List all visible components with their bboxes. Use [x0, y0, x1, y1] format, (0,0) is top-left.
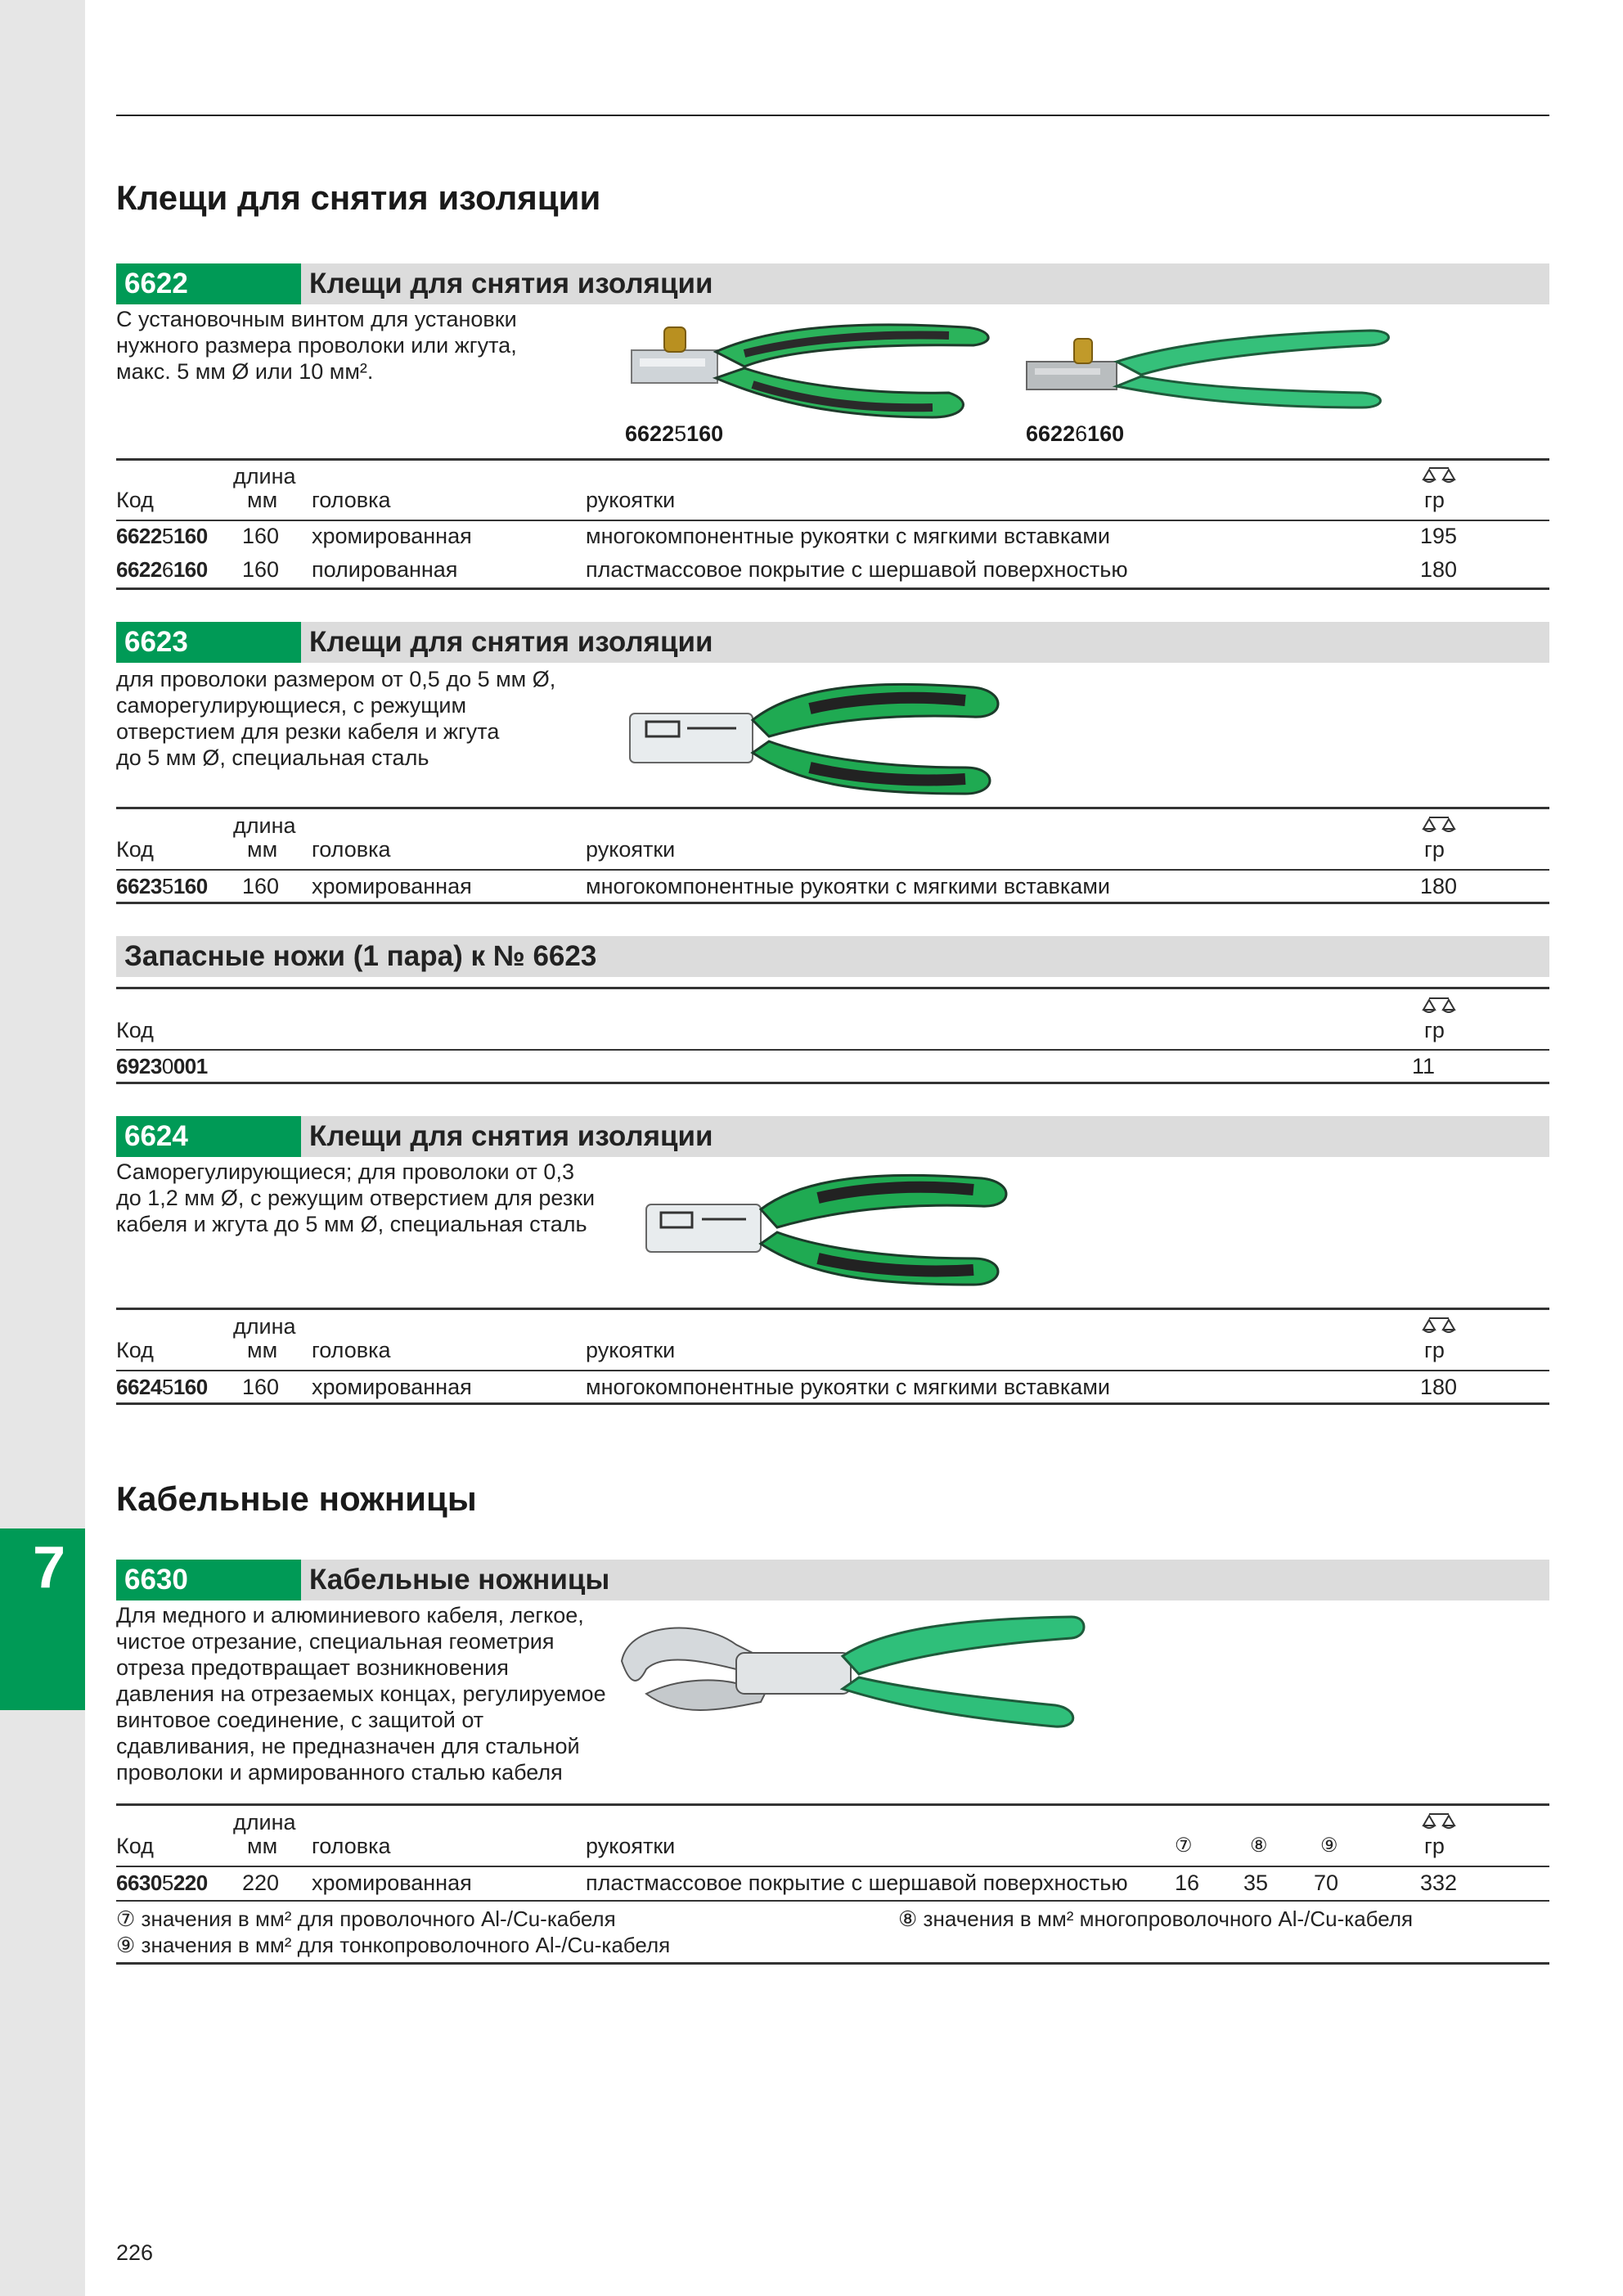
product-band-6622 [116, 263, 1549, 304]
col-header-length: длина [233, 1810, 296, 1835]
col-header-fine-wire-icon: ⑨ [1320, 1835, 1338, 1857]
col-header-handles: рукоятки [586, 837, 676, 862]
product-description-6622: С установочным винтом для установки нужного размера проволоки или жгута, макс. 5 мм Ø или 10 мм². [116, 307, 517, 384]
table-cell-length: 220 [242, 1871, 280, 1895]
col-header-length: длина [233, 813, 296, 838]
table-cell-handles: многокомпонентные рукоятки с мягкими вставками [586, 524, 1110, 548]
col-header-weight: гр [1424, 1834, 1445, 1858]
table-cell-head: полированная [312, 557, 458, 582]
wire-stripper-image-6622-6 [1010, 311, 1403, 425]
table-cell-length: 160 [242, 874, 280, 898]
table-row-code: 66305220 [116, 1871, 208, 1895]
product-band-6624 [116, 1116, 1549, 1157]
table-cell-head: хромированная [312, 874, 472, 898]
product-code: 6624 [116, 1116, 301, 1157]
col-header-handles: рукоятки [586, 1338, 676, 1362]
table-cell-weight: 332 [1420, 1871, 1458, 1895]
spare-blades-title: Запасные ножи (1 пара) к № 6623 [124, 940, 597, 972]
table-rule [116, 520, 1549, 521]
table-cell-weight: 195 [1420, 524, 1458, 548]
product-title: Клещи для снятия изоляции [309, 268, 713, 299]
table-cell-stranded-wire: 35 [1243, 1871, 1269, 1895]
table-cell-weight: 11 [1412, 1054, 1436, 1078]
table-cell-length: 160 [242, 1375, 280, 1399]
page-margin-bar [0, 0, 85, 2296]
weight-scale-icon [1420, 465, 1458, 484]
product-title: Кабельные ножницы [309, 1564, 610, 1596]
table-cell-handles: многокомпонентные рукоятки с мягкими вставками [586, 1375, 1110, 1399]
weight-scale-icon [1420, 995, 1458, 1015]
col-header-handles: рукоятки [586, 488, 676, 512]
table-rule [116, 902, 1549, 904]
product-title: Клещи для снятия изоляции [309, 626, 713, 658]
top-rule [116, 115, 1549, 116]
image-caption-6622-6: 66226160 [1026, 421, 1125, 446]
table-rule [116, 1900, 1549, 1902]
col-header-head: головка [312, 1834, 391, 1858]
col-header-solid-wire-icon: ⑦ [1175, 1835, 1193, 1857]
product-code: 6623 [116, 622, 301, 663]
image-caption-6622-5: 66225160 [625, 421, 724, 446]
table-cell-length: 160 [242, 524, 280, 548]
table-rule [116, 1402, 1549, 1405]
cable-cutter-image-6630 [614, 1604, 1088, 1743]
table-rule [116, 807, 1549, 809]
table-rule [116, 1082, 1549, 1084]
wire-stripper-image-6622-5 [622, 303, 1014, 425]
section-heading-stripping-pliers: Клещи для снятия изоляции [116, 178, 601, 217]
table-cell-head: хромированная [312, 1375, 472, 1399]
product-code: 6630 [116, 1560, 301, 1600]
product-description-6623: для проволоки размером от 0,5 до 5 мм Ø, саморегулирующиеся, с режущим отверстием для резки кабеля и жгута до 5 мм Ø, специальная сталь [116, 667, 556, 770]
table-cell-handles: пластмассовое покрытие с шершавой поверхностью [586, 557, 1128, 582]
col-header-code: Код [116, 1834, 154, 1858]
col-header-weight: гр [1424, 1018, 1445, 1042]
table-cell-fine-wire: 70 [1314, 1871, 1339, 1895]
table-rule [116, 588, 1549, 590]
product-band-6630 [116, 1560, 1549, 1600]
col-header-length: длина [233, 1314, 296, 1339]
table-rule [116, 1803, 1549, 1806]
col-header-code: Код [116, 1018, 154, 1042]
footnote-solid-wire: ⑦ значения в мм² для проволочного Al-/Cu-кабеля [116, 1907, 616, 1931]
table-cell-weight: 180 [1420, 1375, 1458, 1399]
col-header-weight: гр [1424, 488, 1445, 512]
spare-blades-band [116, 936, 1549, 977]
table-rule [116, 869, 1549, 871]
col-header-mm: мм [247, 1338, 278, 1362]
weight-scale-icon [1420, 814, 1458, 834]
product-code: 6622 [116, 263, 301, 304]
col-header-mm: мм [247, 1834, 278, 1858]
table-cell-length: 160 [242, 557, 280, 582]
col-header-code: Код [116, 488, 154, 512]
table-row-code: 69230001 [116, 1054, 208, 1078]
table-row-code: 66226160 [116, 557, 208, 582]
table-cell-weight: 180 [1420, 557, 1458, 582]
weight-scale-icon [1420, 1315, 1458, 1335]
table-cell-weight: 180 [1420, 874, 1458, 898]
table-row-code: 66225160 [116, 524, 208, 548]
section-heading-cable-cutters: Кабельные ножницы [116, 1479, 477, 1518]
table-cell-head: хромированная [312, 1871, 472, 1895]
table-row-code: 66235160 [116, 874, 208, 898]
product-description-6624: Саморегулирующиеся; для проволоки от 0,3 до 1,2 мм Ø, с режущим отверстием для резки кабеля и жгута до 5 мм Ø, специальная сталь [116, 1159, 596, 1236]
col-header-code: Код [116, 1338, 154, 1362]
col-header-length: длина [233, 464, 296, 488]
table-row-code: 66245160 [116, 1375, 208, 1399]
footnote-fine-wire: ⑨ значения в мм² для тонкопроволочного Al-/Cu-кабеля [116, 1933, 671, 1957]
page-number: 226 [116, 2240, 154, 2265]
table-cell-handles: многокомпонентные рукоятки с мягкими вставками [586, 874, 1110, 898]
col-header-code: Код [116, 837, 154, 862]
col-header-head: головка [312, 837, 391, 862]
wire-stripper-image-6623 [622, 671, 1014, 802]
col-header-weight: гр [1424, 837, 1445, 862]
chapter-tab: 7 [0, 1528, 85, 1710]
table-cell-handles: пластмассовое покрытие с шершавой поверхностью [586, 1871, 1128, 1895]
table-rule [116, 1370, 1549, 1371]
weight-scale-icon [1420, 1811, 1458, 1830]
table-rule [116, 1049, 1549, 1051]
col-header-handles: рукоятки [586, 1834, 676, 1858]
col-header-mm: мм [247, 837, 278, 862]
product-title: Клещи для снятия изоляции [309, 1120, 713, 1152]
col-header-mm: мм [247, 488, 278, 512]
product-description-6630: Для медного и алюминиевого кабеля, легкое, чистое отрезание, специальная геометрия отреза предотвращает возникновения давления на отрезаемых концах, регулируемое винтовое соединение, с защитой от сдавливания, не предназначен для стальной проволоки и армированного сталью кабеля [116, 1603, 606, 1785]
table-rule [116, 1866, 1549, 1867]
col-header-head: головка [312, 1338, 391, 1362]
table-rule [116, 458, 1549, 461]
table-cell-solid-wire: 16 [1175, 1871, 1200, 1895]
col-header-weight: гр [1424, 1338, 1445, 1362]
wire-stripper-image-6624 [638, 1162, 1023, 1293]
col-header-head: головка [312, 488, 391, 512]
product-band-6623 [116, 622, 1549, 663]
table-rule [116, 987, 1549, 989]
table-rule [116, 1962, 1549, 1965]
table-cell-head: хромированная [312, 524, 472, 548]
col-header-stranded-wire-icon: ⑧ [1250, 1835, 1268, 1857]
footnote-stranded-wire: ⑧ значения в мм² многопроволочного Al-/Cu-кабеля [898, 1907, 1414, 1931]
table-rule [116, 1308, 1549, 1310]
